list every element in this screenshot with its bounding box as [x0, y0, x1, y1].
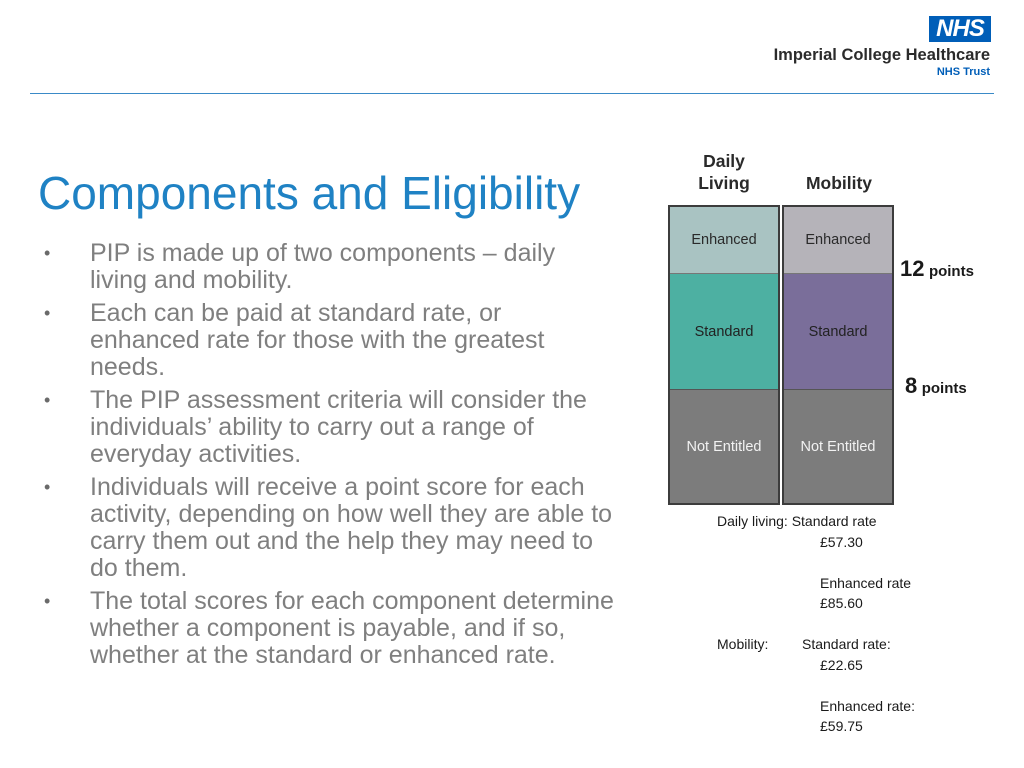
bullet-dot: • — [44, 390, 51, 410]
bullet-dot: • — [44, 477, 51, 497]
mobility-standard-row — [717, 634, 997, 655]
mobility-standard-amount: £22.65 — [820, 656, 863, 673]
bullet-text: Each can be paid at standard rate, or enhanced rate for those with the greatest needs. — [90, 299, 545, 381]
mobility-enhanced-label: Enhanced rate: — [820, 697, 915, 714]
org-name: Imperial College Healthcare — [773, 46, 990, 64]
daily-label: Daily living: — [717, 513, 788, 529]
rates-block — [717, 511, 997, 737]
daily-enhanced-amount: £85.60 — [820, 595, 863, 611]
bullet-item — [38, 474, 698, 582]
bullet-list — [38, 240, 698, 675]
mobility-not-entitled-band: Not Entitled — [784, 389, 892, 503]
bullet-item — [38, 240, 698, 294]
bullet-text: The PIP assessment criteria will consider the individuals’ ability to carry out a range of everyday activities. — [90, 386, 587, 468]
bullet-dot: • — [44, 591, 51, 611]
bullet-item — [38, 387, 698, 468]
bullet-text: The total scores for each component determine whether a component is payable, and if so, whether at the standard or enhanced rate. — [90, 587, 614, 669]
daily-standard-row — [717, 511, 997, 532]
mobility-label: Mobility: — [717, 636, 769, 652]
daily-not-entitled-band: Not Entitled — [670, 389, 778, 503]
daily-enhanced-band: Enhanced — [670, 207, 778, 273]
spacer — [717, 614, 997, 635]
spacer — [717, 675, 997, 696]
threshold-high-label: points — [928, 263, 974, 280]
daily-standard-amount: £57.30 — [820, 533, 863, 550]
spacer — [717, 552, 997, 573]
mobility-heading: Mobility — [805, 173, 873, 193]
daily-standard-label: Standard rate — [791, 513, 877, 529]
threshold-low-value: 8 — [905, 373, 918, 398]
threshold-12-points — [900, 256, 974, 282]
bullet-dot: • — [44, 243, 51, 263]
daily-standard-band: Standard — [670, 273, 778, 389]
daily-living-column — [668, 205, 780, 505]
threshold-8-points — [905, 373, 967, 399]
mobility-enhanced-amount: £59.75 — [820, 718, 863, 734]
header-divider — [30, 93, 994, 94]
nhs-logo: NHS — [929, 16, 991, 42]
mobility-standard-band: Standard — [784, 273, 892, 389]
bullet-text: PIP is made up of two components – daily living and mobility. — [90, 239, 556, 294]
threshold-high-value: 12 — [900, 256, 925, 281]
bullet-item — [38, 588, 698, 669]
mobility-enhanced-band: Enhanced — [784, 207, 892, 273]
mobility-standard-label: Standard rate: — [802, 636, 891, 652]
mobility-column — [782, 205, 894, 505]
daily-enhanced-label: Enhanced rate — [820, 574, 912, 591]
daily-living-heading: Daily Living — [698, 151, 750, 193]
slide-title: Components and Eligibility — [38, 167, 581, 219]
org-sub: NHS Trust — [936, 66, 990, 78]
threshold-low-label: points — [921, 380, 967, 397]
bullet-text: Individuals will receive a point score for each activity, depending on how well they are able to carry them out and the help they may need to do them. — [90, 473, 613, 582]
bullet-dot: • — [44, 303, 51, 323]
bullet-item — [38, 300, 698, 381]
